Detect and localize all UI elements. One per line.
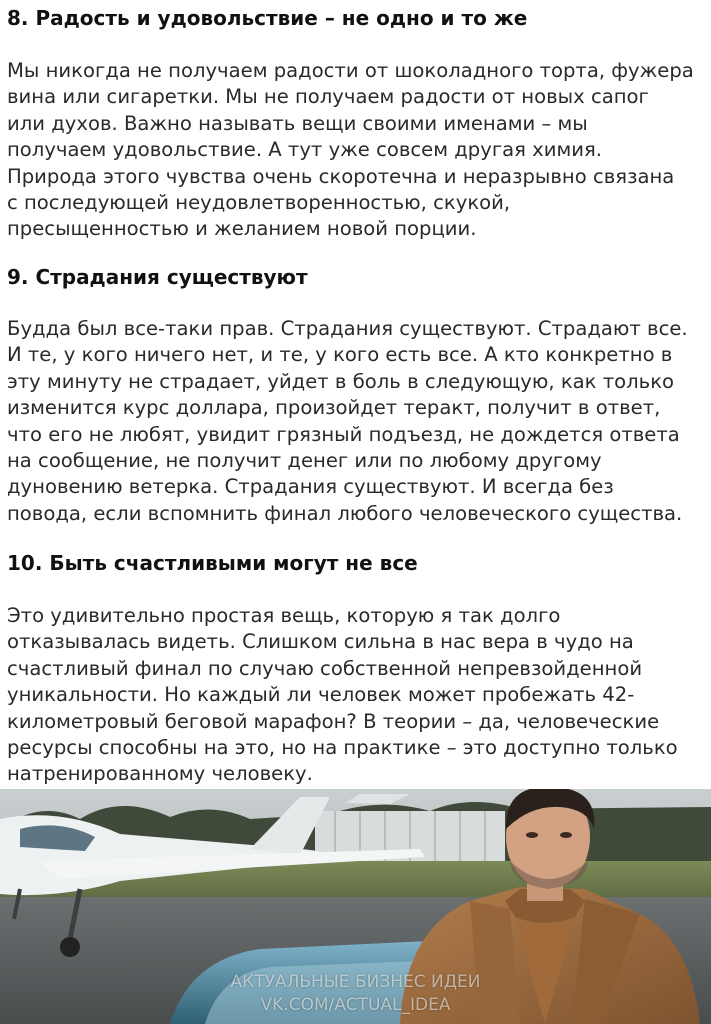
article-photo bbox=[0, 789, 711, 1024]
watermark-title: АКТУАЛЬНЫЕ БИЗНЕС ИДЕИ bbox=[230, 972, 481, 992]
text-line: Мы никогда не получаем радости от шоколадного торта, фужера bbox=[7, 59, 694, 82]
text-line: Будда был все-таки прав. Страдания существуют. Страдают все. bbox=[7, 317, 688, 340]
section-9-paragraph bbox=[7, 316, 707, 527]
section-9-heading: 9. Страдания существуют bbox=[7, 265, 308, 289]
text-line: вина или сигаретки. Мы не получаем радости от новых сапог bbox=[7, 85, 649, 109]
text-line: натренированному человеку. bbox=[7, 762, 313, 786]
section-8-heading: 8. Радость и удовольствие – не одно и то же bbox=[7, 6, 528, 30]
text-line: уникальности. Но каждый ли человек может пробежать 42- bbox=[7, 683, 635, 707]
text-line: отказывалась видеть. Слишком сильна в нас вера в чудо на bbox=[7, 630, 634, 654]
text-line: что его не любят, увидит грязный подъезд, не дождется ответа bbox=[7, 422, 680, 446]
section-10-heading: 10. Быть счастливыми могут не все bbox=[7, 551, 418, 575]
text-line: счастливый финал по случаю собственной непревзойденной bbox=[7, 656, 643, 680]
text-line: повода, если вспомнить финал любого человеческого существа. bbox=[7, 501, 683, 525]
text-line: километровый беговой марафон? В теории – да, человеческие bbox=[7, 709, 660, 733]
section-10-paragraph bbox=[7, 603, 707, 788]
section-8-paragraph bbox=[7, 58, 707, 243]
text-line: И те, у кого ничего нет, и те, у кого есть все. А кто конкретно в bbox=[7, 343, 673, 367]
text-line: на сообщение, не получит денег или по любому другому bbox=[7, 449, 602, 473]
text-line: с последующей неудовлетворенностью, скукой, bbox=[7, 191, 511, 215]
text-line: получаем удовольствие. А тут уже совсем другая химия. bbox=[7, 138, 602, 162]
text-line: дуновению ветерка. Страдания существуют. И всегда без bbox=[7, 475, 614, 499]
text-line: эту минуту не страдает, уйдет в боль в следующую, как только bbox=[7, 369, 675, 393]
text-line: пресыщенностью и желанием новой порции. bbox=[7, 217, 477, 241]
text-line: изменится курс доллара, произойдет теракт, получит в ответ, bbox=[7, 396, 661, 420]
text-line: или духов. Важно называть вещи своими именами – мы bbox=[7, 111, 588, 135]
text-line: Это удивительно простая вещь, которую я так долго bbox=[7, 604, 561, 627]
text-line: ресурсы способны на это, но на практике – это доступно только bbox=[7, 736, 678, 760]
text-line: Природа этого чувства очень скоротечна и неразрывно связана bbox=[7, 164, 675, 188]
watermark-url: VK.COM/ACTUAL_IDEA bbox=[260, 995, 451, 1015]
